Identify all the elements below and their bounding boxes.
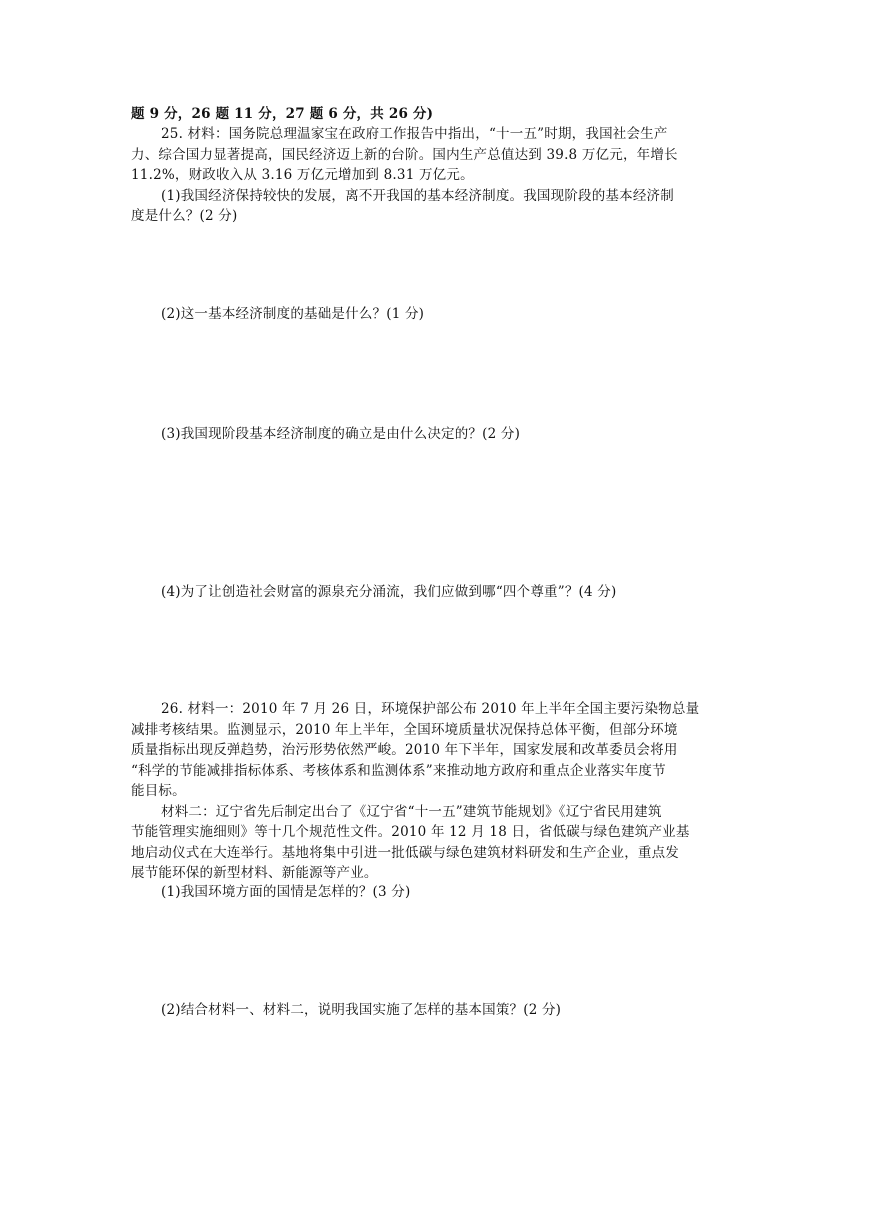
q26-material2-line-3: 地启动仪式在大连举行。基地将集中引进一批低碳与绿色建筑材料研发和生产企业，重点发 <box>131 845 679 861</box>
q25-material-line-2: 力、综合国力显著提高，国民经济迈上新的台阶。国内生产总值达到 39.8 万亿元，年增长 <box>131 147 678 163</box>
q25-material-line-1: 25. 材料：国务院总理温家宝在政府工作报告中指出，“十一五”时期，我国社会生产 <box>161 126 668 142</box>
q26-material2-line-4: 展节能环保的新型材料、新能源等产业。 <box>131 865 378 881</box>
q25-sub4-question: (4)为了让创造社会财富的源泉充分涌流，我们应做到哪“四个尊重”？(4 分) <box>161 584 617 600</box>
q25-sub2-question: (2)这一基本经济制度的基础是什么？(1 分) <box>161 306 425 322</box>
q26-material2-line-2: 节能管理实施细则》等十几个规范性文件。2010 年 12 月 18 日，省低碳与绿色建筑产业基 <box>131 824 690 840</box>
q25-sub1-line-2: 度是什么？(2 分) <box>131 208 238 224</box>
q26-material1-line-5: 能目标。 <box>131 783 186 799</box>
q25-sub3-question: (3)我国现阶段基本经济制度的确立是由什么决定的？(2 分) <box>161 426 521 442</box>
q26-material1-line-3: 质量指标出现反弹趋势，治污形势依然严峻。2010 年下半年，国家发展和改革委员会将用 <box>131 742 678 758</box>
q25-sub1-line-1: (1)我国经济保持较快的发展，离不开我国的基本经济制度。我国现阶段的基本经济制 <box>161 188 674 204</box>
q26-material1-line-2: 减排考核结果。监测显示，2010 年上半年，全国环境质量状况保持总体平衡，但部分环境 <box>131 722 678 738</box>
q26-material2-line-1: 材料二：辽宁省先后制定出台了《辽宁省“十一五”建筑节能规划》《辽宁省民用建筑 <box>161 804 662 820</box>
q26-material1-line-1: 26. 材料一：2010 年 7 月 26 日，环境保护部公布 2010 年上半年全国主要污染物总量 <box>161 701 700 717</box>
q26-sub2-question: (2)结合材料一、材料二，说明我国实施了怎样的基本国策？(2 分) <box>161 1002 562 1018</box>
q26-sub1-question: (1)我国环境方面的国情是怎样的？(3 分) <box>161 884 411 900</box>
q25-material-line-3: 11.2%，财政收入从 3.16 万亿元增加到 8.31 万亿元。 <box>131 167 474 183</box>
q26-material1-line-4: “科学的节能减排指标体系、考核体系和监测体系”来推动地方政府和重点企业落实年度节 <box>131 763 666 779</box>
section-header: 题 9 分，26 题 11 分，27 题 6 分，共 26 分) <box>131 106 434 122</box>
